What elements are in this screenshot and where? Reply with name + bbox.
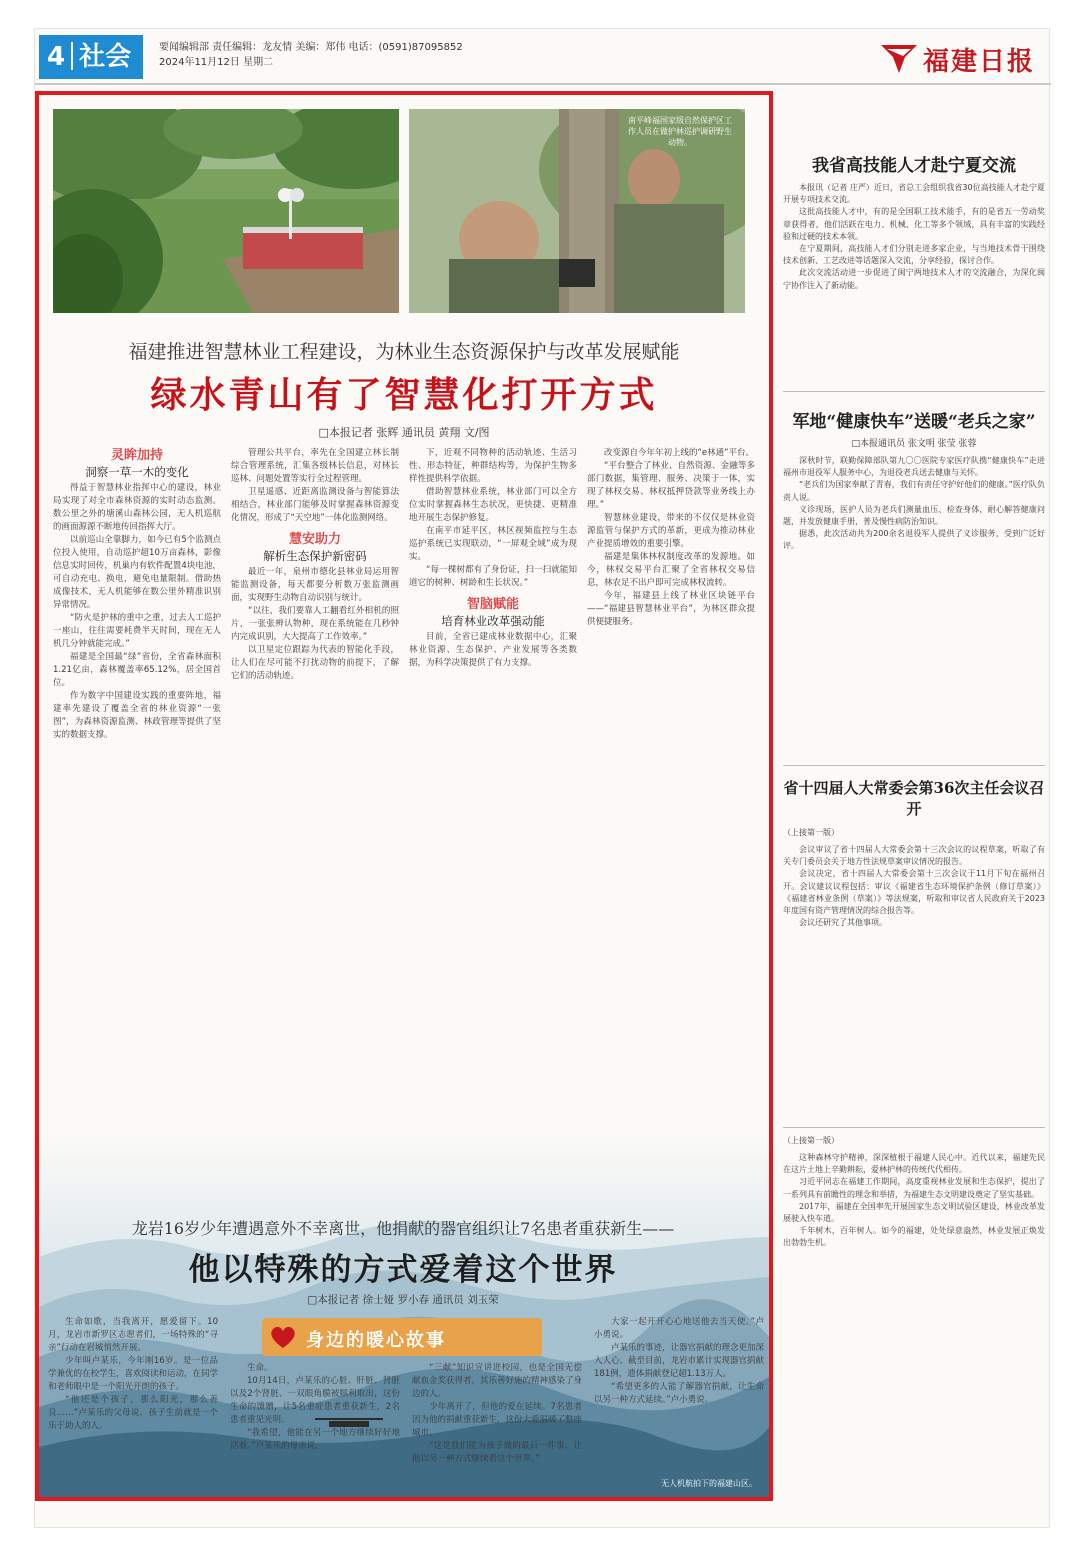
paragraph: 义诊现场，医护人员为老兵们测量血压、检查身体，耐心解答健康问题，并发放健康手册，普及慢性病防治知识。 xyxy=(783,504,1045,527)
paragraph: 生命。 xyxy=(247,1363,273,1373)
paragraph: 在南平市延平区，林区视频监控与生态巡护系统已实现联动，“一屏观全域”成为现实。 xyxy=(409,526,577,562)
paragraph: 以前巡山全靠脚力，如今已有5个监测点位投入使用，自动巡护超10万亩森林，影像信息实时回传，机巢内有软件配置4块电池，可自动充电、换电，避免电量限制。借助热成像技术，无人机能够在数公里外精准识别异常情况。 xyxy=(53,535,221,610)
paragraph: 卢某乐的事迹，让器官捐献的理念更加深入人心。截至目前，龙岩市累计实现器官捐献181例，遗体捐献登记超1.13万人。 xyxy=(594,1343,765,1379)
paragraph: 千年树木，百年树人。如今的福建，处处绿意盎然，林业发展正焕发出勃勃生机。 xyxy=(783,1226,1045,1248)
right-story-3-body xyxy=(783,844,1045,929)
paragraph: 2017年，福建在全国率先开展国家生态文明试验区建设，林业改革发展驶入快车道。 xyxy=(783,1201,1045,1224)
right-story-1-headline: 我省高技能人才赴宁夏交流 xyxy=(812,156,1016,176)
paragraph: 借助智慧林业系统，林业部门可以全方位实时掌握森林生态状况，更快捷、更精准地开展生态保护修复。 xyxy=(409,487,577,523)
paragraph: “三献”知识宣讲进校园，也是全国无偿献血金奖获得者，其乐善好施的精神感染了身边的人。 xyxy=(412,1363,583,1399)
right-story-2 xyxy=(783,407,1045,553)
editors-info xyxy=(159,40,463,70)
paragraph: 深秋时节，联勤保障部队第九〇〇医院专家医疗队携“健康快车”走进福州市退役军人服务中心，为退役老兵送去健康与关怀。 xyxy=(783,456,1045,478)
masthead xyxy=(35,29,1051,85)
banner-text: 身边的暖心故事 xyxy=(306,1330,446,1351)
bottom-column-1 xyxy=(48,1316,218,1433)
bottom-kicker: 龙岩16岁少年遭遇意外不幸离世，他捐献的器官组织让7名患者重获新生—— xyxy=(131,1219,675,1238)
paragraph: “他还是个孩子，那么阳光，那么善良……”卢某乐的父母说，孩子生前就是一个乐于助人的人。 xyxy=(48,1395,218,1431)
paragraph: 改变源自今年年初上线的“e林通”平台。 xyxy=(604,448,755,458)
right-story-3 xyxy=(783,777,1045,929)
paragraph: 卫星遥感、近距离监测设备与智能算法相结合，林业部门能够及时掌握森林资源变化情况，形成了“天空地”一体化监测网络。 xyxy=(231,487,399,523)
paragraph: “每一棵树都有了身份证，扫一扫就能知道它的树种、树龄和生长状况。” xyxy=(409,565,577,588)
divider xyxy=(783,765,1045,766)
section-2-title: 慧安助力 xyxy=(288,532,341,547)
paragraph: 大家一起开开心心地送他去当天使。”卢小勇说。 xyxy=(594,1317,764,1340)
lead-column-2 xyxy=(231,447,399,683)
section-3-subtitle: 培育林业改革强动能 xyxy=(441,614,545,628)
heart-icon xyxy=(268,1324,298,1350)
date-line: 2024年11月12日 星期二 xyxy=(159,57,274,68)
paragraph: 福建是全国最“绿”省份，全省森林面积1.21亿亩，森林覆盖率65.12%，居全国首位。 xyxy=(53,652,221,688)
paragraph: 最近一年，泉州市德化县林业局运用智能监测设备，每天都要分析数万张监测画面，实现野生动物自动识别与统计。 xyxy=(231,567,399,603)
paragraph: 下，近观不同物种的活动轨迹、生活习性、形态特征，种群结构等，为保护生物多样性提供科学依据。 xyxy=(409,448,577,484)
section-name: 社会 xyxy=(79,42,132,72)
lead-byline: □本报记者 张辉 通讯员 黄翔 文/图 xyxy=(318,426,490,439)
paragraph: 习近平同志在福建工作期间，高度重视林业发展和生态保护，提出了一系列具有前瞻性的理念和举措，为福建生态文明建设奠定了坚实基础。 xyxy=(783,1177,1045,1199)
photo-caption: 南平峰福国家级自然保护区工作人员在做护林巡护调研野生动物。 xyxy=(628,116,732,147)
paragraph: 生命如歌，当我离开，愿爱留下。10月，龙岩市新罗区志愿者们，一场特殊的“寻亲”行动在岩城悄然开展。 xyxy=(48,1317,218,1353)
paragraph: 会议还研究了其他事项。 xyxy=(799,918,887,928)
divider xyxy=(783,391,1045,392)
paragraph: 福建是集体林权制度改革的发源地。如今，林权交易平台汇聚了全省林权交易信息，林农足不出户即可完成林权流转。 xyxy=(587,552,755,588)
bottom-column-3 xyxy=(412,1362,582,1466)
lead-kicker: 福建推进智慧林业工程建设，为林业生态资源保护与改革发展赋能 xyxy=(128,341,680,363)
paragraph: 这种森林守护精神，深深植根于福建人民心中。近代以来，福建先民在这片土地上辛勤耕耘，爱林护林的传统代代相传。 xyxy=(783,1153,1045,1175)
page-section-tag xyxy=(39,35,143,79)
right-story-1-body xyxy=(783,182,1045,292)
editors-line: 要闻编辑部 责任编辑：龙友情 美编：郑伟 电话：(0591)87095852 xyxy=(159,42,463,53)
lead-headline: 绿水青山有了智慧化打开方式 xyxy=(150,374,658,416)
continued-note: （上接第一版） xyxy=(783,828,839,837)
right-story-4 xyxy=(783,1135,1045,1250)
continued-note: （上接第一版） xyxy=(783,1136,839,1145)
paragraph: 少年叫卢某乐，今年刚16岁。是一位品学兼优的在校学生，喜欢阅读和运动，在同学和老师眼中是一个阳光开朗的孩子。 xyxy=(48,1356,219,1392)
paragraph: 作为数字中国建设实践的重要阵地，福建率先建设了覆盖全省的林业资源“一张图”，为森林资源监测、林政管理等提供了坚实的数据支撑。 xyxy=(53,691,221,740)
newspaper-name: 福建日报 xyxy=(923,47,1036,77)
bottom-story xyxy=(34,1210,772,1526)
paragraph: 目前，全省已建成林业数据中心，汇聚林业资源、生态保护、产业发展等各类数据，为科学决策提供了有力支撑。 xyxy=(409,632,577,668)
photo-rangers-camera xyxy=(409,109,745,313)
paragraph: “防火是护林的重中之重，过去人工巡护一座山，往往需要耗费半天时间，现在无人机几分钟就能完成。” xyxy=(53,613,221,649)
bottom-column-2 xyxy=(230,1362,400,1453)
paragraph: 会议审议了省十四届人大常委会第十三次会议的议程草案，听取了有关专门委员会关于地方性法规草案审议情况的报告。 xyxy=(783,845,1045,867)
right-story-1 xyxy=(783,151,1045,292)
lead-column-3 xyxy=(409,447,577,670)
paragraph: 此次交流活动进一步促进了闽宁两地技术人才的交流融合，为深化闽宁协作注入了新动能。 xyxy=(783,268,1045,290)
lead-column-1 xyxy=(53,447,221,742)
paragraph: “我希望，他能在另一个地方继续好好地活着。”卢某乐的母亲说。 xyxy=(230,1428,400,1451)
right-story-4-body xyxy=(783,1152,1045,1250)
section-2-subtitle: 解析生态保护新密码 xyxy=(263,549,367,563)
page-number: 4 xyxy=(47,42,66,72)
section-1-subtitle: 洞察一草一木的变化 xyxy=(85,465,189,479)
paragraph: 会议决定，省十四届人大常委会第十三次会议于11月下旬在福州召开。会议建议议程包括：审议《福建省生态环境保护条例（修订草案）》《福建省林业条例（草案）》等法规案，听取和审议省人民政府关于2023年度国有资产管理情况的综合报告等。 xyxy=(783,869,1045,916)
paragraph: 智慧林业建设，带来的不仅仅是林业资源监管与保护方式的革新，更成为推动林业产业提质增效的重要引擎。 xyxy=(587,513,755,549)
section-1-title: 灵眸加持 xyxy=(110,448,163,463)
section-3-title: 智脑赋能 xyxy=(466,597,519,612)
right-story-2-body xyxy=(783,455,1045,553)
bottom-headline: 他以特殊的方式爱着这个世界 xyxy=(188,1252,618,1288)
lead-column-4 xyxy=(587,447,755,629)
paragraph: 这批高技能人才中，有的是全国职工技术能手，有的是省五一劳动奖章获得者，他们活跃在电力、机械、化工等多个领域，具有丰富的实践经验和过硬的技术本领。 xyxy=(783,207,1045,241)
story-banner xyxy=(262,1318,542,1356)
right-story-2-byline: □本报通讯员 张文明 张莹 张蓉 xyxy=(851,439,977,449)
bottom-byline: □本报记者 徐士娅 罗小春 通讯员 刘玉荣 xyxy=(307,1294,499,1306)
photo-forest-station xyxy=(53,109,399,313)
paragraph: 本报讯（记者 庄严）近日，省总工会组织我省30位高技能人才赴宁夏开展专项技术交流。 xyxy=(783,183,1045,205)
paragraph: 少年离开了，但他的爱在延续。7名患者因为他的捐献重获新生，这份大爱温暖了整座城市。 xyxy=(412,1402,583,1438)
paragraph: 据悉，此次活动共为200余名退役军人提供了义诊服务，受到广泛好评。 xyxy=(783,529,1045,551)
paragraph: 10月14日，卢某乐的心脏、肝脏、肾脏以及2个肾脏、一双眼角膜被顺利取出，这份生命的馈赠，让5名重症患者重获新生，2名患者重见光明。 xyxy=(230,1376,400,1425)
paragraph: 管理公共平台，率先在全国建立林长制综合管理系统，汇集各级林长信息，对林长巡林、问题处置等实行全过程管理。 xyxy=(231,448,399,484)
paragraph: 今年，福建县上线了林业区块链平台——“福建县智慧林业平台”，为林区群众提供便捷服务。 xyxy=(587,591,755,627)
paragraph: 得益于智慧林业指挥中心的建设，林业局实现了对全市森林资源的实时动态监测。数公里之外的塘溪山森林公园，无人机巡航的画面源源不断地传回指挥大厅。 xyxy=(53,483,221,532)
paragraph: “平台整合了林业、自然资源、金融等多部门数据，集管理、服务、决策于一体，实现了林权交易、林权抵押贷款等业务线上办理。” xyxy=(587,461,755,510)
right-story-2-headline: 军地“健康快车”送暖“老兵之家” xyxy=(792,412,1036,432)
paragraph: “老兵们为国家奉献了青春，我们有责任守护好他们的健康。”医疗队负责人说。 xyxy=(783,480,1045,502)
landscape-caption: 无人机航拍下的福建山区。 xyxy=(661,1479,757,1488)
newspaper-logo xyxy=(879,37,1039,77)
logo-mark-icon xyxy=(879,39,919,75)
paragraph: 以卫星定位跟踪为代表的智能化手段，让人们在尽可能不打扰动物的前提下，了解它们的活动轨迹。 xyxy=(231,645,399,681)
paragraph: 在宁夏期间，高技能人才们分别走进多家企业，与当地技术骨干围绕技术创新、工艺改进等话题深入交流，分享经验，探讨合作。 xyxy=(783,244,1045,266)
paragraph: “希望更多的人能了解器官捐献，让生命以另一种方式延续。”卢小勇说。 xyxy=(594,1382,764,1405)
divider xyxy=(783,1127,1045,1128)
paragraph: “这是我们能为孩子做的最后一件事，让他以另一种方式继续看这个世界。” xyxy=(412,1441,582,1464)
paragraph: “以往，我们要靠人工翻看红外相机的照片，一张张辨认物种，现在系统能在几秒钟内完成识别，大大提高了工作效率。” xyxy=(231,606,399,642)
bottom-column-4 xyxy=(594,1316,764,1407)
right-story-3-headline: 省十四届人大常委会第36次主任会议召开 xyxy=(783,779,1045,818)
